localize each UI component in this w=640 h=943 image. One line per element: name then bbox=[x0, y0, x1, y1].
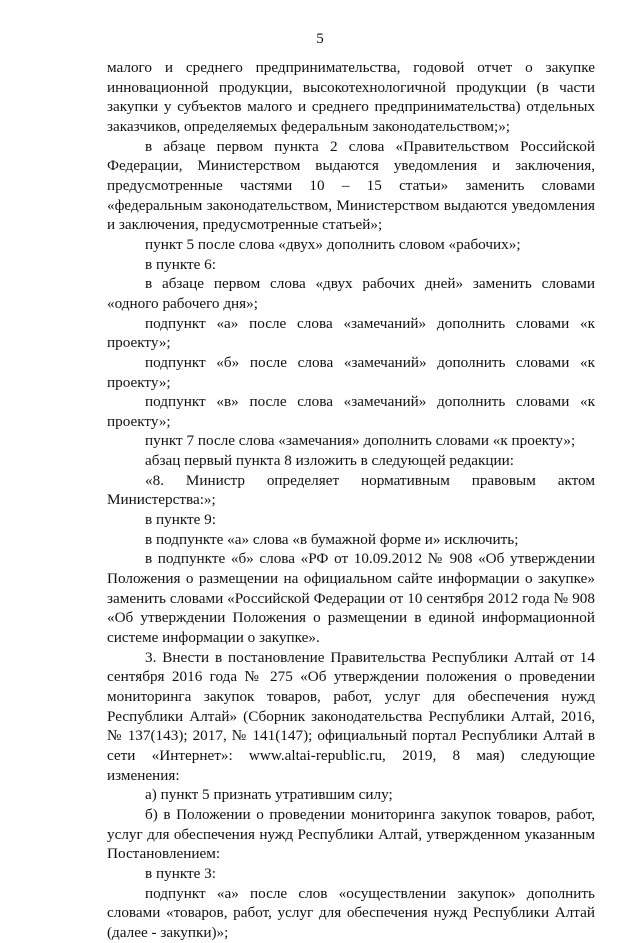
paragraph: подпункт «в» после слова «замечаний» дополнить словами «к проекту»; bbox=[107, 393, 595, 430]
paragraph: абзац первый пункта 8 изложить в следующей редакции: bbox=[145, 452, 515, 470]
paragraph: в пункте 9: bbox=[145, 511, 216, 529]
paragraph: пункт 5 после слова «двух» дополнить словом «рабочих»; bbox=[145, 235, 521, 253]
paragraph: в абзаце первом слова «двух рабочих дней» заменить словами «одного рабочего дня»; bbox=[107, 275, 595, 312]
paragraph: в абзаце первом пункта 2 слова «Правительством Российской Федерации, Министерством выдаются уведомления и заключения, предусмотренные частями 10 – 15 статьи» заменить словами «федеральным законодательством, Министерством выдаются уведомления и заключения, предусмотренные статьей»; bbox=[107, 137, 595, 234]
paragraph: подпункт «б» после слова «замечаний» дополнить словами «к проекту»; bbox=[107, 353, 595, 391]
paragraph: малого и среднего предпринимательства, годовой отчет о закупке инновационной продукции, высокотехнологичной продукции (в части закупки у субъектов малого и среднего предпринимательства) отдельных заказчиков, определяемых федеральным законодательством;»; bbox=[107, 59, 595, 135]
document-body bbox=[107, 58, 595, 943]
paragraph: в пункте 3: bbox=[145, 864, 216, 882]
paragraph: пункт 7 после слова «замечания» дополнить словами «к проекту»; bbox=[145, 432, 576, 450]
paragraph: 3. Внести в постановление Правительства Республики Алтай от 14 сентября 2016 года № 275 «Об утверждении положения о проведении мониторинга закупок товаров, работ, услуг для обеспечения нужд Республики Алтай» (Сборник законодательства Республики Алтай, 2016, № 137(143); 2017, № 141(147); официальный портал Республики Алтай в сети «Интернет»: www.altai-republic.ru, 2019, 8 мая) следующие изменения: bbox=[107, 648, 595, 784]
paragraph: в подпункте «б» слова «РФ от 10.09.2012 № 908 «Об утверждении Положения о размещении на официальном сайте информации о закупке» заменить словами «Российской Федерации от 10 сентября 2012 года № 908 «Об утверждении Положения о размещении в единой информационной системе информации о закупке». bbox=[107, 550, 595, 647]
paragraph: б) в Положении о проведении мониторинга закупок товаров, работ, услуг для обеспечения нужд Республики Алтай, утвержденном указанным Постановлением: bbox=[107, 805, 595, 863]
paragraph: в подпункте «а» слова «в бумажной форме и» исключить; bbox=[145, 530, 519, 548]
paragraph: а) пункт 5 признать утратившим силу; bbox=[145, 786, 393, 804]
page-number: 5 bbox=[316, 31, 324, 47]
paragraph: «8. Министр определяет нормативным правовым актом Министерства:»; bbox=[107, 471, 595, 509]
paragraph: подпункт «а» после слов «осуществлении закупок» дополнить словами «товаров, работ, услуг для обеспечения нужд Республики Алтай (далее - закупки)»; bbox=[107, 884, 595, 941]
paragraph: подпункт «а» после слова «замечаний» дополнить словами «к проекту»; bbox=[107, 314, 595, 352]
paragraph: в пункте 6: bbox=[145, 255, 216, 273]
